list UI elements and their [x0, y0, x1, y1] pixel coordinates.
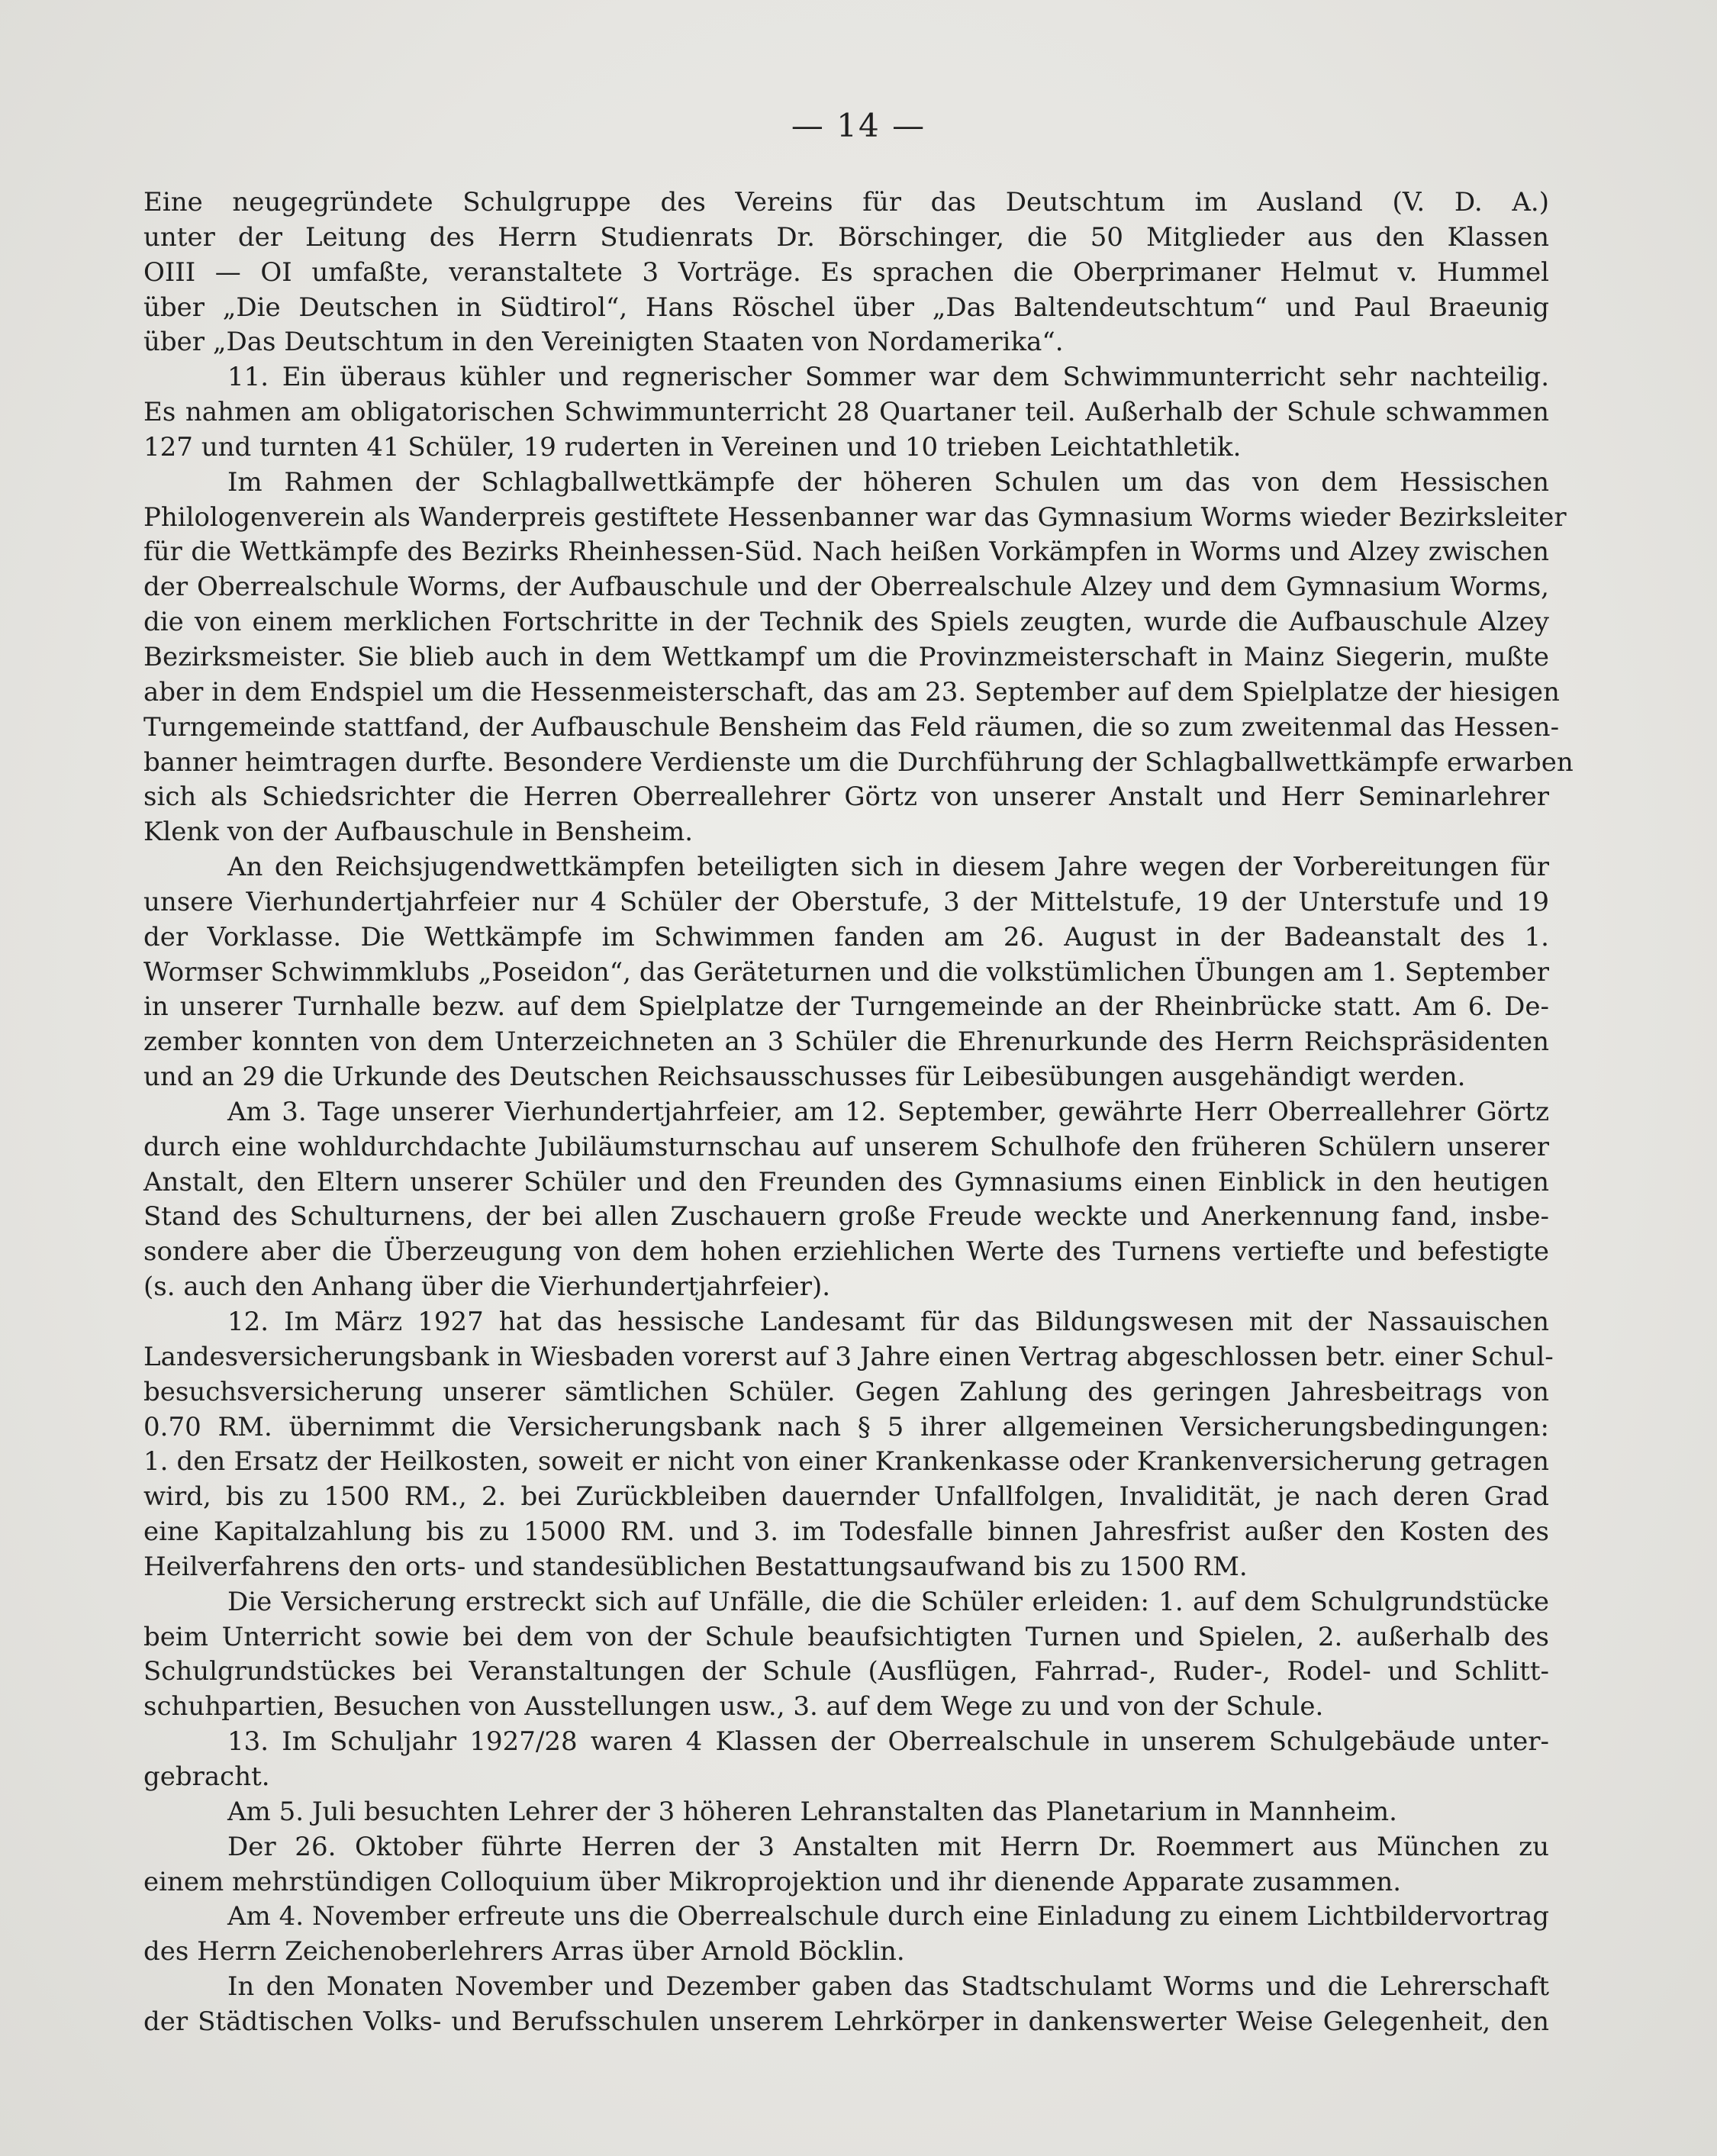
body-text	[143, 185, 1574, 2040]
text-line: unter der Leitung des Herrn Studienrats Dr. Börschinger, die 50 Mitglieder aus den Klassen	[143, 221, 1549, 253]
paragraph-p11	[143, 360, 1549, 466]
text-line: Wormser Schwimmklubs „Poseidon“, das Geräteturnen und die volkstümlichen Übungen am 1. September	[143, 956, 1549, 988]
text-line: Eine neugegründete Schulgruppe des Vereins für das Deutschtum im Ausland (V. D. A.)	[143, 187, 1549, 218]
text-line: zember konnten von dem Unterzeichneten an 3 Schüler die Ehrenurkunde des Herrn Reichspräsidenten	[143, 1026, 1549, 1058]
text-line: Am 5. Juli besuchten Lehrer der 3 höheren Lehranstalten das Planetarium in Mannheim.	[227, 1796, 1397, 1827]
text-line: Klenk von der Aufbauschule in Bensheim.	[143, 817, 694, 848]
text-line: 11. Ein überaus kühler und regnerischer Sommer war dem Schwimmunterricht sehr nachteilig.	[227, 362, 1549, 393]
text-line: schuhpartien, Besuchen von Ausstellungen usw., 3. auf dem Wege zu und von der Schule.	[143, 1691, 1324, 1723]
text-line: die von einem merklichen Fortschritte in der Technik des Spiels zeugten, wurde die Aufbauschule Alzey	[143, 607, 1549, 638]
text-line: für die Wettkämpfe des Bezirks Rheinhessen-Süd. Nach heißen Vorkämpfen in Worms und Alzey zwischen	[143, 537, 1549, 568]
paragraph-reichsjugend	[143, 850, 1549, 1095]
text-line: Am 4. November erfreute uns die Oberrealschule durch eine Einladung zu einem Lichtbildervortrag	[227, 1901, 1549, 1932]
text-line: wird, bis zu 1500 RM., 2. bei Zurückbleiben dauernder Unfallfolgen, Invalidität, je nach deren Grad	[143, 1481, 1549, 1513]
text-line: gebracht.	[143, 1761, 270, 1792]
text-line: einem mehrstündigen Colloquium über Mikroprojektion und ihr dienende Apparate zusammen.	[143, 1866, 1402, 1897]
text-line: Der 26. Oktober führte Herren der 3 Anstalten mit Herrn Dr. Roemmert aus München zu	[227, 1831, 1549, 1862]
text-line: Philologenverein als Wanderpreis gestiftete Hessenbanner war das Gymnasium Worms wieder Bezirksleiter	[143, 501, 1567, 533]
text-line: aber in dem Endspiel um die Hessenmeisterschaft, das am 23. September auf dem Spielplatze der hiesigen	[143, 676, 1560, 707]
page-number: — 14 —	[791, 107, 926, 144]
text-line: Bezirksmeister. Sie blieb auch in dem Wettkampf um die Provinzmeisterschaft in Mainz Siegerin, mußte	[143, 641, 1549, 672]
text-line: (s. auch den Anhang über die Vierhundertjahrfeier).	[143, 1271, 831, 1303]
text-line: 12. Im März 1927 hat das hessische Landesamt für das Bildungswesen mit der Nassauischen	[227, 1307, 1549, 1337]
text-line: besuchsversicherung unserer sämtlichen Schüler. Gegen Zahlung des geringen Jahresbeitrags von	[143, 1376, 1549, 1407]
paragraph-p13	[143, 1725, 1549, 1795]
text-line: durch eine wohldurchdachte Jubiläumsturnschau auf unserem Schulhofe den früheren Schülern unserer	[143, 1131, 1549, 1162]
text-line: eine Kapitalzahlung bis zu 15000 RM. und 3. im Todesfalle binnen Jahresfrist außer den Kosten des	[143, 1516, 1549, 1548]
paragraph-planetarium	[143, 1795, 1549, 1830]
text-line: Schulgrundstückes bei Veranstaltungen der Schule (Ausflügen, Fahrrad-, Ruder-, Rodel- und Schlitt-	[143, 1656, 1549, 1687]
text-line: in unserer Turnhalle bezw. auf dem Spielplatze der Turngemeinde an der Rheinbrücke statt. Am 6. De-	[143, 991, 1549, 1023]
text-line: und an 29 die Urkunde des Deutschen Reichsausschusses für Leibesübungen ausgehändigt werden.	[143, 1062, 1466, 1093]
paragraph-p12	[143, 1305, 1554, 1585]
text-line: beim Unterricht sowie bei dem von der Schule beaufsichtigten Turnen und Spielen, 2. außerhalb des	[143, 1621, 1549, 1652]
text-line: Im Rahmen der Schlagballwettkämpfe der höheren Schulen um das von dem Hessischen	[227, 466, 1549, 498]
text-line: Stand des Schulturnens, der bei allen Zuschauern große Freude weckte und Anerkennung fand, insbe-	[143, 1201, 1549, 1233]
text-line: 0.70 RM. übernimmt die Versicherungsbank nach § 5 ihrer allgemeinen Versicherungsbedingungen:	[143, 1411, 1549, 1442]
text-line: Die Versicherung erstreckt sich auf Unfälle, die die Schüler erleiden: 1. auf dem Schulgrundstücke	[227, 1586, 1549, 1617]
text-line: Es nahmen am obligatorischen Schwimmunterricht 28 Quartaner teil. Außerhalb der Schule schwammen	[143, 397, 1549, 428]
text-line: über „Das Deutschtum in den Vereinigten Staaten von Nordamerika“.	[143, 327, 1064, 358]
text-line: Landesversicherungsbank in Wiesbaden vorerst auf 3 Jahre einen Vertrag abgeschlossen betr. einer Schul-	[143, 1341, 1554, 1372]
paragraph-oktober	[143, 1830, 1549, 1900]
text-line: sondere aber die Überzeugung von dem hohen erziehlichen Werte des Turnens vertiefte und befestigte	[143, 1236, 1549, 1268]
text-line: OIII — OI umfaßte, veranstaltete 3 Vorträge. Es sprachen die Oberprimaner Helmut v. Hummel	[143, 256, 1549, 288]
paragraph-schlagball	[143, 466, 1574, 850]
text-line: des Herrn Zeichenoberlehrers Arras über Arnold Böcklin.	[143, 1936, 905, 1967]
text-line: sich als Schiedsrichter die Herren Oberreallehrer Görtz von unserer Anstalt und Herr Seminarlehrer	[143, 782, 1549, 813]
paragraph-dezember	[143, 1970, 1549, 2040]
paragraph-november	[143, 1900, 1549, 1970]
paragraph-versicherung	[143, 1585, 1549, 1725]
text-line: An den Reichsjugendwettkämpfen beteiligten sich in diesem Jahre wegen der Vorbereitungen für	[227, 852, 1549, 883]
text-line: banner heimtragen durfte. Besondere Verdienste um die Durchführung der Schlagballwettkämpfe erwarben	[143, 746, 1574, 778]
paragraph-vda	[143, 185, 1549, 360]
text-line: 13. Im Schuljahr 1927/28 waren 4 Klassen der Oberrealschule in unserem Schulgebäude unter-	[227, 1726, 1549, 1758]
text-line: 127 und turnten 41 Schüler, 19 ruderten in Vereinen und 10 trieben Leichtathletik.	[143, 431, 1242, 462]
text-line: Heilverfahrens den orts- und standesüblichen Bestattungsaufwand bis zu 1500 RM.	[143, 1551, 1248, 1582]
text-line: Am 3. Tage unserer Vierhundertjahrfeier, am 12. September, gewährte Herr Oberreallehrer Görtz	[227, 1096, 1549, 1127]
text-line: der Städtischen Volks- und Berufsschulen unserem Lehrkörper in dankenswerter Weise Gelegenheit, den	[143, 2006, 1549, 2037]
text-line: unsere Vierhundertjahrfeier nur 4 Schüler der Oberstufe, 3 der Mittelstufe, 19 der Unterstufe und 19	[143, 886, 1549, 917]
text-line: Turngemeinde stattfand, der Aufbauschule Bensheim das Feld räumen, die so zum zweitenmal das Hessen-	[143, 711, 1560, 743]
text-line: Anstalt, den Eltern unserer Schüler und den Freunden des Gymnasiums einen Einblick in den heutigen	[143, 1166, 1549, 1197]
text-line: In den Monaten November und Dezember gaben das Stadtschulamt Worms und die Lehrerschaft	[227, 1971, 1549, 2003]
text-line: 1. den Ersatz der Heilkosten, soweit er nicht von einer Krankenkasse oder Krankenversicherung getragen	[143, 1446, 1549, 1478]
text-line: über „Die Deutschen in Südtirol“, Hans Röschel über „Das Baltendeutschtum“ und Paul Braeunig	[143, 292, 1549, 323]
text-line: der Oberrealschule Worms, der Aufbauschule und der Oberrealschule Alzey und dem Gymnasium Worms,	[143, 572, 1549, 603]
text-line: der Vorklasse. Die Wettkämpfe im Schwimmen fanden am 26. August in der Badeanstalt des 1.	[143, 921, 1549, 952]
paragraph-jubilaeum	[143, 1095, 1549, 1305]
